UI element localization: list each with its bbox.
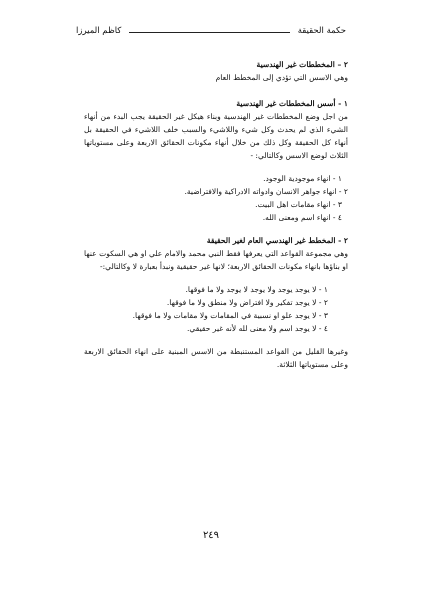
closing-paragraph: وغيرها القليل من القواعد المستنبطة من الاسس المبنية على انهاء الحقائق الاربعة وعلى مستوياتها الثلاثة.	[84, 347, 348, 369]
spacer	[84, 162, 348, 172]
spacer	[84, 84, 348, 97]
list-foundations	[84, 172, 348, 224]
header-rule	[129, 32, 289, 33]
subsection-body-1: من اجل وضع المخططات غير الهندسية وبناء هيكل غير الحقيقة يجب البدء من أنهاء الشيء الذي لم يحدث وكل شيء واللاشيء والسبب خلف اللاشيء في الحقيقة بل أنهاء كل الحقيقة وكل ذلك من خلال أنهاء مكونات الحقائق الاربعة وعلى مستوياتها الثلاث لوضع الاسس وكالتالي: -	[84, 112, 348, 160]
list-item: ١ - لا يوجد يوجد ولا يوجد لا يوجد ولا ما فوقها.	[185, 285, 328, 294]
list-item: ٢ - لا يوجد تفكير ولا افتراض ولا منطق ولا ما فوقها.	[166, 298, 328, 307]
page-number: ٢٤٩	[202, 530, 220, 541]
subsection-heading-2: ٢ - المخطط غير الهندسي العام لغير الحقيقة	[206, 236, 348, 245]
header-author-name: كاظم الميرزا	[76, 26, 122, 36]
subsection-heading-1: ١ - أسس المخططات غير الهندسية	[236, 99, 348, 108]
list-item: ٤ - لا يوجد اسم ولا معنى لله لأنه غير حقيقي.	[186, 324, 328, 333]
spacer	[84, 335, 348, 345]
section-intro: وهي الاسس التي تؤدي إلى المخطط العام	[215, 73, 348, 82]
list-item: ٣ - انهاء مقامات اهل البيت.	[255, 200, 342, 209]
list-item: ٤ - انهاء اسم ومعنى الله.	[262, 213, 342, 222]
list-rules	[84, 283, 348, 335]
spacer	[84, 273, 348, 283]
list-item: ٢ - انهاء جواهر الانسان وادواته الادراكية والافتراضية.	[184, 187, 348, 196]
page-content	[84, 58, 348, 371]
spacer	[84, 224, 348, 234]
header-book-title: حكمة الحقيقة	[297, 26, 346, 36]
subsection-body-2: وهي مجموعة القواعد التي يعرفها فقط النبي محمد والامام علي او هي السكوت عنها او بناؤها بانهاء مكونات الحقائق الاربعة؛ لانها غير حقيقية ونبدأ بعبارة لا وكالتالي:-	[84, 249, 348, 271]
running-header	[76, 24, 346, 38]
section-heading: ٢ – المخططات غير الهندسية	[256, 60, 348, 69]
list-item: ١ - انهاء موجودية الوجود.	[263, 174, 342, 183]
list-item: ٣ - لا يوجد علو او نسبية في المقامات ولا مقامات ولا ما فوقها.	[132, 311, 328, 320]
